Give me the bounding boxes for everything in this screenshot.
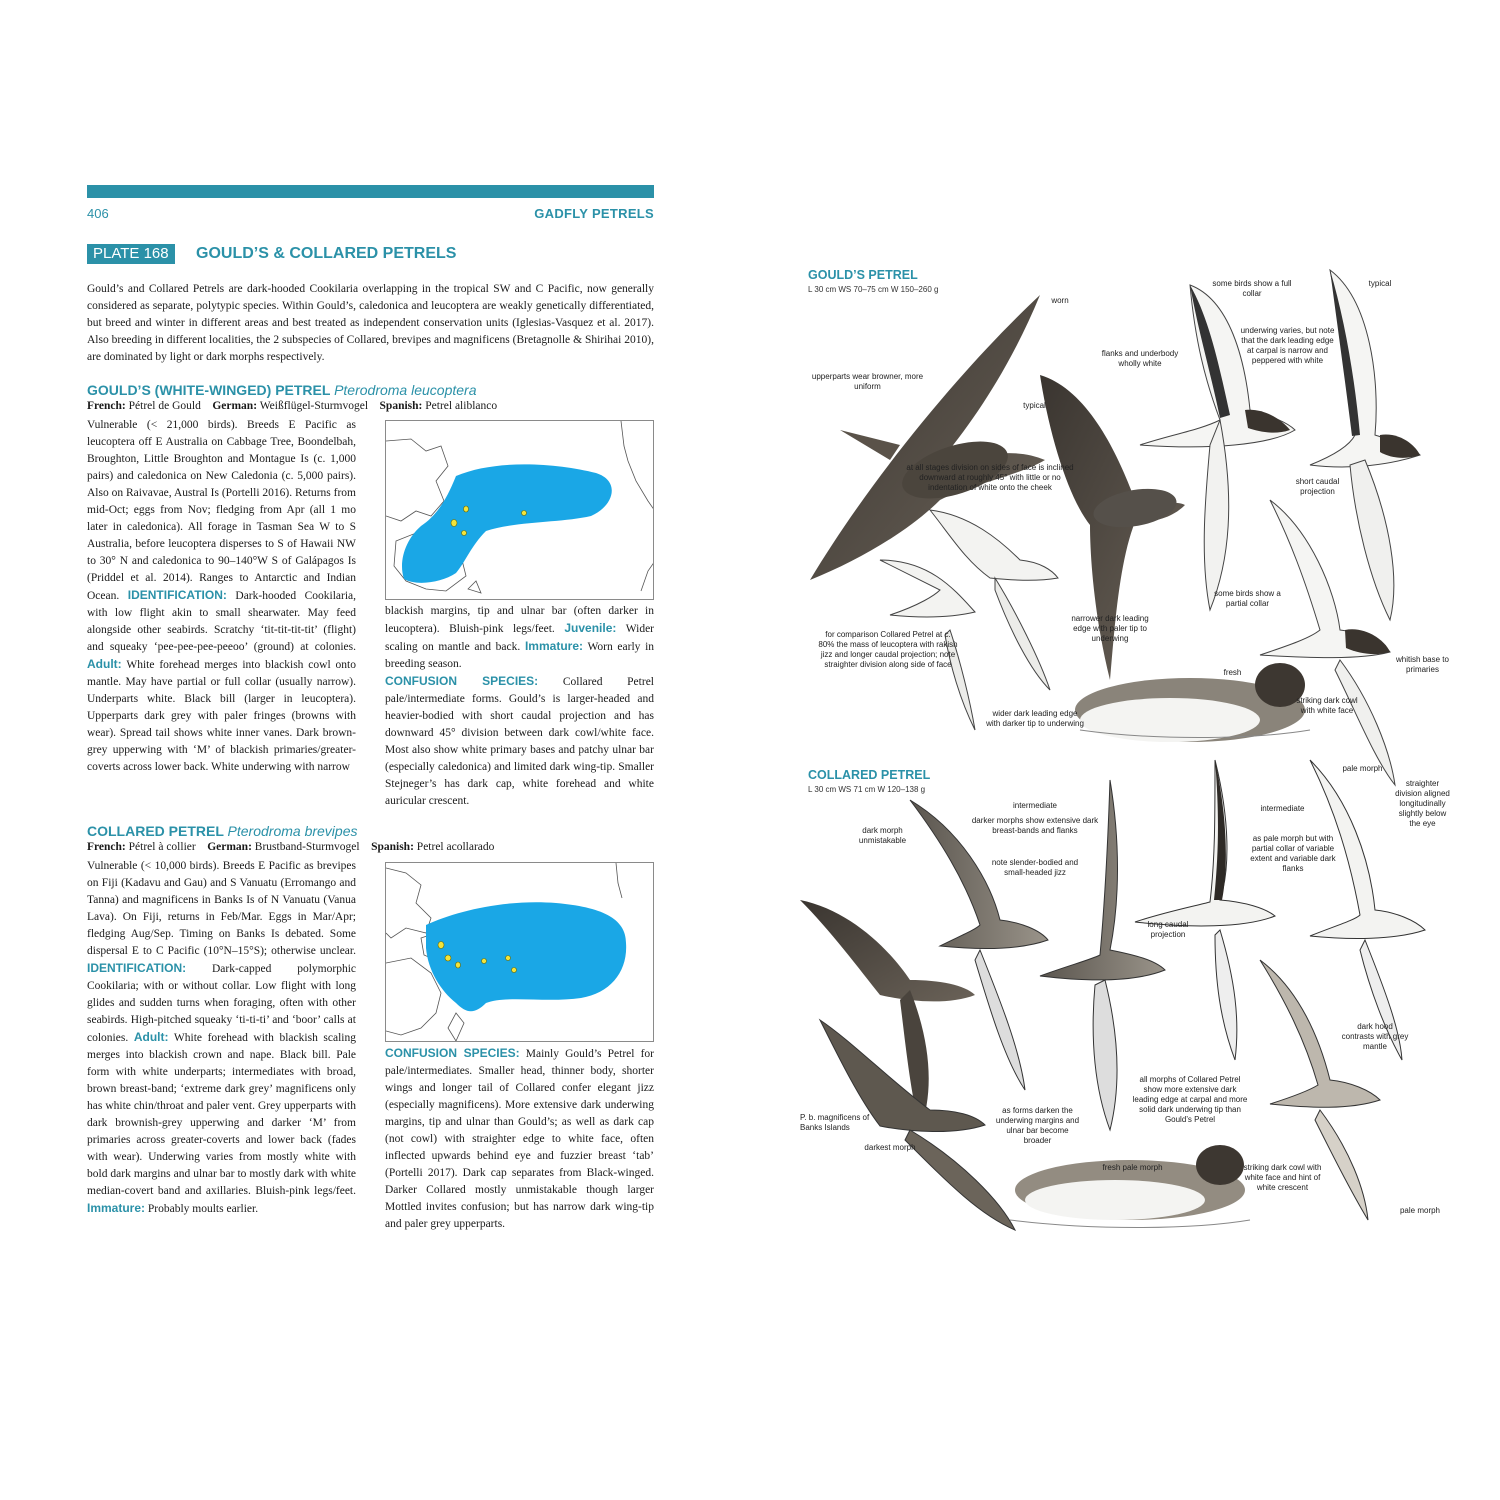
plate-label-all-morphs: all morphs of Collared Petrel show more extensive dark leading edge at carpal and more solid dark underwing tip than Gould’s Petrel [1132,1075,1248,1124]
plate-label-typical-2: typical [1023,401,1046,410]
goulds-map-svg [386,421,654,600]
bird-collared-on-water [1010,1145,1250,1228]
plate-label-fresh-pale-morph: fresh pale morph [1102,1163,1163,1172]
bird-collared-comparison-small [880,510,1058,730]
bird-collared-intermediate-1 [910,800,1048,1090]
bird-goulds-worn-upperwing [810,295,1045,580]
plate-label-narrower-edge: narrower dark leading edge with paler tip to underwing [1071,614,1149,643]
collared-range-map [385,862,654,1042]
goulds-immature-text: Worn early in breeding season. [385,641,655,670]
plate-label-worn: worn [1051,296,1069,305]
header-rule [87,185,654,198]
goulds-confusion-label: CONFUSION SPECIES: [385,674,539,688]
goulds-plate-title: GOULD’S PETREL [808,268,918,282]
plate-label: PLATE 168 [87,244,175,264]
collared-immature-text: Probably moults earlier. [147,1203,259,1215]
goulds-heading [87,382,477,398]
german-name: Weißflügel-Sturmvogel [259,400,369,412]
goulds-scientific-name: Pterodroma leucoptera [334,382,477,398]
plate-label-intermediate-1: intermediate [1012,801,1058,810]
goulds-id-text: Dark-hooded Cookilaria, with low flight akin to small shearwater. May feed alongside other seabirds. Scratchy ‘tit-tit-tit-tit’ (flight) and squeaky ‘pee-pee-pee-peeoo’ (ground) at colonies. [87,590,356,653]
collared-col1 [87,858,356,1218]
collared-names [87,841,494,853]
goulds-col1 [87,417,356,776]
collared-heading [87,823,357,839]
plate-label-long-caudal: long caudal projection [1147,920,1189,939]
goulds-common-name: GOULD’S (WHITE-WINGED) PETREL [87,382,331,398]
collared-id-label: IDENTIFICATION: [87,961,187,975]
collared-range-area [426,902,626,1011]
intro-paragraph: Gould’s and Collared Petrels are dark-hooded Cookilaria overlapping in the tropical SW and C Pacific, now generally considered as separate, polytypic species. Within Gould’s, caledonica and leucoptera are weakly genetically differentiated, but breed and winter in different areas and best treated as independent conservation units (Iglesias-Vasquez et al. 2017). Also breeding in different localities, the 2 subspecies of Collared, brevipes and magnificens (Bretagnolle & Shirihai 2010), are dominated by light or dark morphs respectively. [87,283,654,363]
goulds-adult-text: White forehead merges into blackish cowl onto mantle. May have partial or full collar (usually narrow). Underparts white. Black bill (larger in leucoptera). Upperparts dark grey with paler fringes (browns with wear). Spread tail shows white inner vanes. Dark brown-grey upperwing with ‘M’ of blackish primaries/greater-coverts across lower back. White underwing with narrow [87,659,356,773]
plate-label-face-division: at all stages division on sides of face is inclined downward at roughly 45° with little or no indentation of white onto the cheek [906,463,1074,492]
collared-measurements: L 30 cm WS 71 cm W 120–138 g [808,785,926,794]
plate-label-straighter-division: straighter division aligned longitudinally slightly below the eye [1395,779,1450,828]
collared-confusion-label: CONFUSION SPECIES: [385,1046,520,1060]
french-name: Pétrel de Gould [128,400,201,412]
goulds-id-label: IDENTIFICATION: [127,588,227,602]
collared-map-svg [386,863,654,1042]
plate-label-partial-collar: some birds show a partial collar [1214,589,1281,608]
plate-label-dark-hood: dark hood contrasts with grey mantle [1341,1022,1409,1051]
plate-label-intermediate-2: intermediate [1260,804,1305,813]
plate-label-comparison: for comparison Collared Petrel at c. 80% the mass of leucoptera with rakish jizz and longer caudal projection; note straighter division along side of face [818,630,958,669]
plate-label-slender-bodied: note slender-bodied and small-headed jizz [991,858,1079,877]
collared-adult-label: Adult: [133,1030,169,1044]
plate-label-whitish-base: whitish base to primaries [1396,655,1449,674]
plate-label-cowl-crescent: striking dark cowl with white face and hint of white crescent [1243,1163,1322,1192]
goulds-immature-label: Immature: [524,639,583,653]
plate-label-upperparts-browner: upperparts wear browner, more uniform [811,372,924,391]
goulds-juvenile-label: Juvenile: [564,621,617,635]
spanish-name: Petrel aliblanco [425,400,498,412]
plate-label-fresh: fresh [1223,668,1242,677]
plate-label-darkest-morph: darkest morph [864,1143,916,1152]
plate-label-striking-cowl: striking dark cowl with white face [1296,696,1358,715]
plate-label-magnificens: P. b. magnificens of Banks Islands [800,1113,870,1132]
goulds-names [87,400,497,412]
goulds-adult-label: Adult: [87,657,122,671]
collared-adult-text: White forehead with blackish scaling merges into blackish crown and nape. Black bill. Pale form with white underparts; intermediates with broad, brown breast-band; ‘extreme dark grey’ magnificens only has white chin/throat and paler vent. Grey upperparts with dark brownish-grey upperwing and darker ‘M’ from primaries across greater-coverts and lower back (fades with wear). Underwing varies from mostly white with bold dark margins and ulnar bar to mostly dark with white median-covert band and axillaries. Bluish-pink legs/feet. [87,1032,357,1197]
german-label: German: [207,841,252,853]
collared-common-name: COLLARED PETREL [87,823,224,839]
collared-col2 [385,1045,654,1233]
bird-goulds-typical-underwing [1310,270,1420,620]
french-label: French: [87,400,126,412]
plate-label-partial-collar-morph: as pale morph but with partial collar of variable extent and variable dark flanks [1250,834,1336,873]
spanish-name: Petrel acollarado [416,841,495,853]
page-number: 406 [87,206,109,221]
collared-plate-title: COLLARED PETREL [808,768,931,782]
goulds-confusion-text: Collared Petrel pale/intermediate forms. Gould’s is larger-headed and heavier-bodied with short caudal projection and has downward 45° division between dark cowl/white face. Most also show white primary bases and patchy ulnar bar (especially caledonica) and limited dark wing-tip. Smaller Stejneger’s has dark cap, white forehead and white auricular crescent. [385,676,654,807]
german-name: Brustband-Sturmvogel [254,841,360,853]
plate-label-forms-darken: as forms darken the underwing margins and ulnar bar become broader [995,1106,1080,1145]
plate-label-darker-morphs: darker morphs show extensive dark breast-bands and flanks [971,816,1099,835]
collared-scientific-name: Pterodroma brevipes [227,823,358,839]
collared-confusion-text: Mainly Gould’s Petrel for pale/intermediates. Smaller head, thinner body, shorter wings and longer tail of Collared confer elegant jizz (especially magnificens). More extensive dark underwing margins, tip and ulnar than Gould’s; as well as dark cap (not cowl) with straighter edge to white face, often inflected upwards behind eye and fuzzier breast ‘tab’ (Portelli 2017). Dark cap separates from Black-winged. Darker Collared mostly unmistakable though larger Mottled invites confusion; but has narrow dark wing-tip and paler grey upperparts. [385,1048,655,1230]
goulds-col2 [385,603,654,810]
bird-plate-illustration [790,260,1455,1260]
goulds-measurements: L 30 cm WS 70–75 cm W 150–260 g [808,285,939,294]
plate-label-dark-morph: dark morph unmistakable [858,826,907,845]
goulds-range-area [402,464,612,582]
plate-title: GOULD’S & COLLARED PETRELS [196,245,457,262]
collared-immature-label: Immature: [87,1201,146,1215]
collared-id-text: Dark-capped polymorphic Cookilaria; with or without collar. Low flight with long glides and sudden turns when foraging, often with other seabirds. High-pitched squeaky ‘ti-ti-ti’ and ‘boor’ calls at colonies. [87,963,357,1044]
goulds-juvenile-text: Wider scaling on mantle and back. [385,623,655,653]
goulds-range-map [385,420,654,600]
section-title: GADFLY PETRELS [534,206,654,221]
plate-label-pale-morph-1: pale morph [1342,764,1383,773]
collared-status: Vulnerable (< 10,000 birds). Breeds E Pacific as brevipes on Fiji (Kadavu and Gau) and S Vanuatu (Erromango and Tanna) and magnificens in Banks Is of N Vanuatu (Vanua Lava). On Fiji, returns in Feb/Mar. Eggs in Mar/Apr; fledging Aug/Sep. Timing on Banks Is debated. Some dispersal E to C Pacific (10°N–15°S); otherwise unclear. [87,860,356,957]
goulds-col2-text: blackish margins, tip and ulnar bar (often darker in leucoptera). Bluish-pink legs/feet. [385,605,654,635]
plate-label-short-caudal: short caudal projection [1295,477,1340,496]
plate-label-flanks-white: flanks and underbody wholly white [1101,349,1179,368]
french-name: Pétrel à collier [128,841,196,853]
spanish-label: Spanish: [371,841,414,853]
plate-label-pale-morph-2: pale morph [1399,1206,1441,1215]
plate-label-full-collar: some birds show a full collar [1212,279,1292,298]
spanish-label: Spanish: [379,400,423,412]
french-label: French: [87,841,126,853]
german-label: German: [212,400,258,412]
plate-label-typical-1: typical [1368,279,1392,288]
goulds-status: Vulnerable (< 21,000 birds). Breeds E Pacific as leucoptera off E Australia on Cabbage Tree, Boondelbah, Broughton, Little Broughton and Montague Is (c. 1,000 pairs) and caledonica on New Caledonia (c. 5,000 pairs). Also on Raivavae, Austral Is (Portelli 2016). Returns from mid-Oct; eggs from Nov; fledging from Apr (all 1 mo later in caledonica). All forage in Tasman Sea W to S Australia, before leucoptera disperses to S of Hawaii NW to 30° N and caledonica to 90–140°W S of Galápagos Is (Priddel et al. 2014). Ranges to Antarctic and Indian Ocean. [87,419,356,602]
plate-label-wider-edge: wider dark leading edge with darker tip to underwing [986,709,1084,728]
plate-label-underwing-varies: underwing varies, but note that the dark leading edge at carpal is narrow and peppered with white [1240,326,1335,365]
